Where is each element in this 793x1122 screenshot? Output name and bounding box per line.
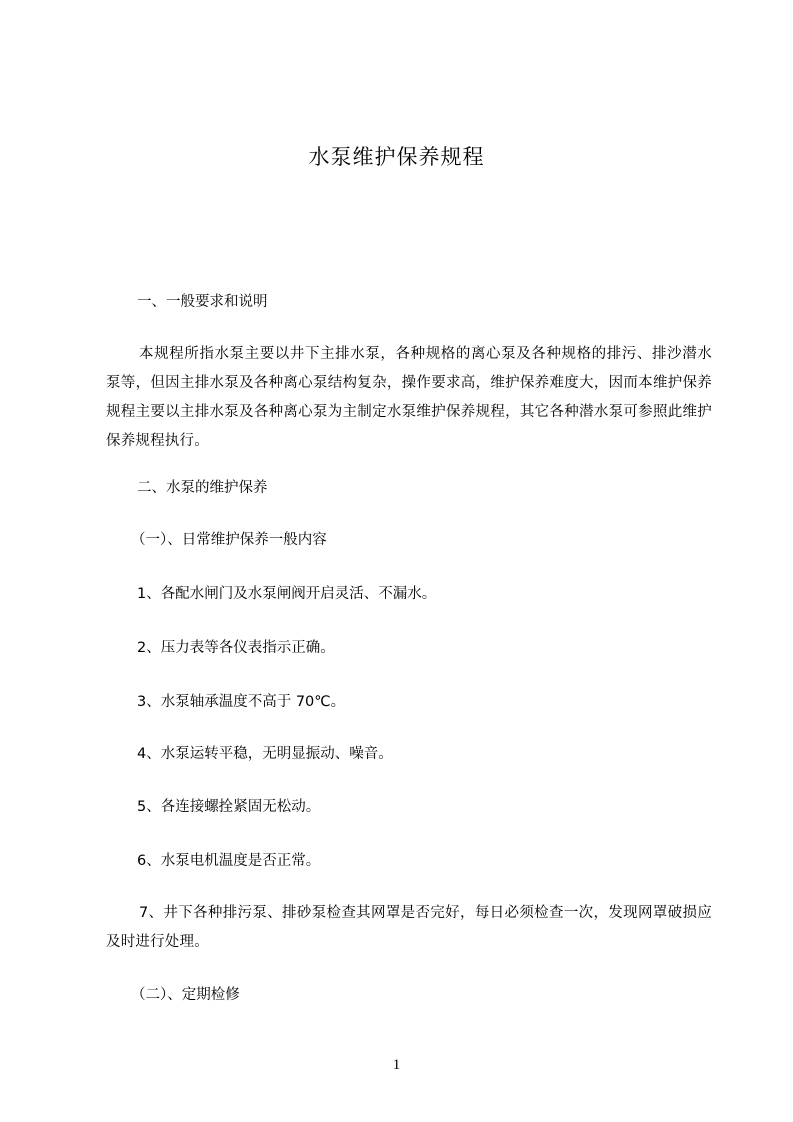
subsection-heading-daily: （一）、日常维护保养一般内容	[131, 532, 327, 548]
page-number: 1	[392, 1057, 401, 1073]
document-title: 水泵维护保养规程	[308, 145, 485, 169]
list-item: 5、各连接螺拴紧固无松动。	[137, 799, 321, 815]
list-item: 1、各配水闸门及水泵闸阀开启灵活、不漏水。	[137, 586, 437, 602]
general-description-paragraph: 本规程所指水泵主要以井下主排水泵，各种规格的离心泵及各种规格的排污、排沙潜水泵等，但因主排水泵及各种离心泵结构复杂，操作要求高，维护保养难度大，因而本维护保养规程主要以主排水泵及各种离心泵为主制定水泵维护保养规程，其它各种潜水泵可参照此维护保养规程执行。	[106, 346, 712, 449]
list-item: 3、水泵轴承温度不高于 70℃。	[137, 694, 346, 710]
list-item: 6、水泵电机温度是否正常。	[137, 853, 321, 869]
subsection-heading-periodic: （二）、定期检修	[131, 987, 240, 1003]
list-item: 4、水泵运转平稳，无明显振动、噪音。	[137, 746, 393, 762]
list-item: 7、井下各种排污泵、排砂泵检查其网罩是否完好，每日必须检查一次，发现网罩破损应及时进行处理。	[106, 905, 712, 950]
list-item: 2、压力表等各仪表指示正确。	[137, 640, 335, 656]
section-heading-maintenance: 二、水泵的维护保养	[137, 480, 268, 496]
section-heading-general: 一、一般要求和说明	[137, 294, 268, 310]
